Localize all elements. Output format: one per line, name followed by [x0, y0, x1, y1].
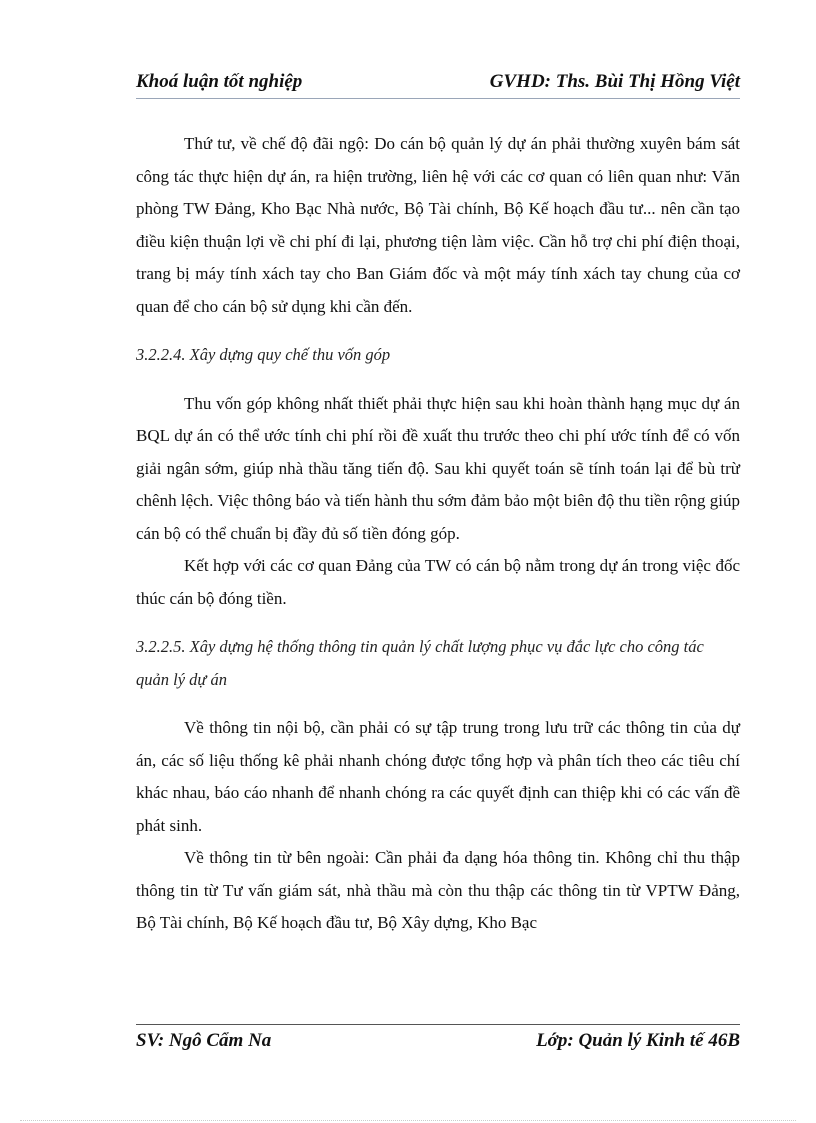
- paragraph-external-info: Về thông tin từ bên ngoài: Cần phải đa dạng hóa thông tin. Không chỉ thu thập thông tin từ Tư vấn giám sát, nhà thầu mà còn thu thập các thông tin từ VPTW Đảng, Bộ Tài chính, Bộ Kế hoạch đầu tư, Bộ Xây dựng, Kho Bạc: [136, 848, 740, 932]
- footer-class: Lớp: Quản lý Kinh tế 46B: [536, 1030, 740, 1051]
- section-heading-3-2-2-4: 3.2.2.4. Xây dựng quy chế thu vốn góp: [136, 345, 391, 364]
- header-thesis-title: Khoá luận tốt nghiệp: [136, 71, 303, 92]
- page-header: [136, 70, 740, 99]
- page-bottom-border: [20, 1120, 796, 1121]
- paragraph-party-coordination: Kết hợp với các cơ quan Đảng của TW có cán bộ nằm trong dự án trong việc đốc thúc cán bộ đóng tiền.: [136, 556, 740, 608]
- header-supervisor: GVHD: Ths. Bùi Thị Hồng Việt: [489, 71, 740, 92]
- paragraph-compensation: Thứ tư, về chế độ đãi ngộ: Do cán bộ quản lý dự án phải thường xuyên bám sát công tác thực hiện dự án, ra hiện trường, liên hệ với các cơ quan có liên quan như: Văn phòng TW Đảng, Kho Bạc Nhà nước, Bộ Tài chính, Bộ Kế hoạch đầu tư... nên cần tạo điều kiện thuận lợi về chi phí đi lại, phương tiện làm việc. Cần hỗ trợ chi phí điện thoại, trang bị máy tính xách tay cho Ban Giám đốc và một máy tính xách tay chung của cơ quan để cho cán bộ sử dụng khi cần đến.: [136, 134, 740, 316]
- page-body: [136, 128, 740, 940]
- section-heading-3-2-2-5: 3.2.2.5. Xây dựng hệ thống thông tin quản lý chất lượng phục vụ đắc lực cho công tác quản lý dự án: [136, 637, 704, 689]
- paragraph-internal-info: Về thông tin nội bộ, cần phải có sự tập trung trong lưu trữ các thông tin của dự án, các số liệu thống kê phải nhanh chóng được tổng hợp và phân tích theo các tiêu chí khác nhau, báo cáo nhanh để nhanh chóng ra các quyết định can thiệp khi có các vấn đề phát sinh.: [136, 718, 740, 835]
- paragraph-capital-collection: Thu vốn góp không nhất thiết phải thực hiện sau khi hoàn thành hạng mục dự án BQL dự án có thể ước tính chi phí rồi đề xuất thu trước theo chi phí ước tính để có vốn giải ngân sớm, giúp nhà thầu tăng tiến độ. Sau khi quyết toán sẽ tính toán lại để bù trừ chênh lệch. Việc thông báo và tiến hành thu sớm đảm bảo một biên độ thu tiền rộng giúp cán bộ có thể chuẩn bị đầy đủ số tiền đóng góp.: [136, 393, 740, 543]
- page-footer: [136, 1024, 740, 1055]
- footer-student-name: SV: Ngô Cẩm Na: [136, 1030, 272, 1051]
